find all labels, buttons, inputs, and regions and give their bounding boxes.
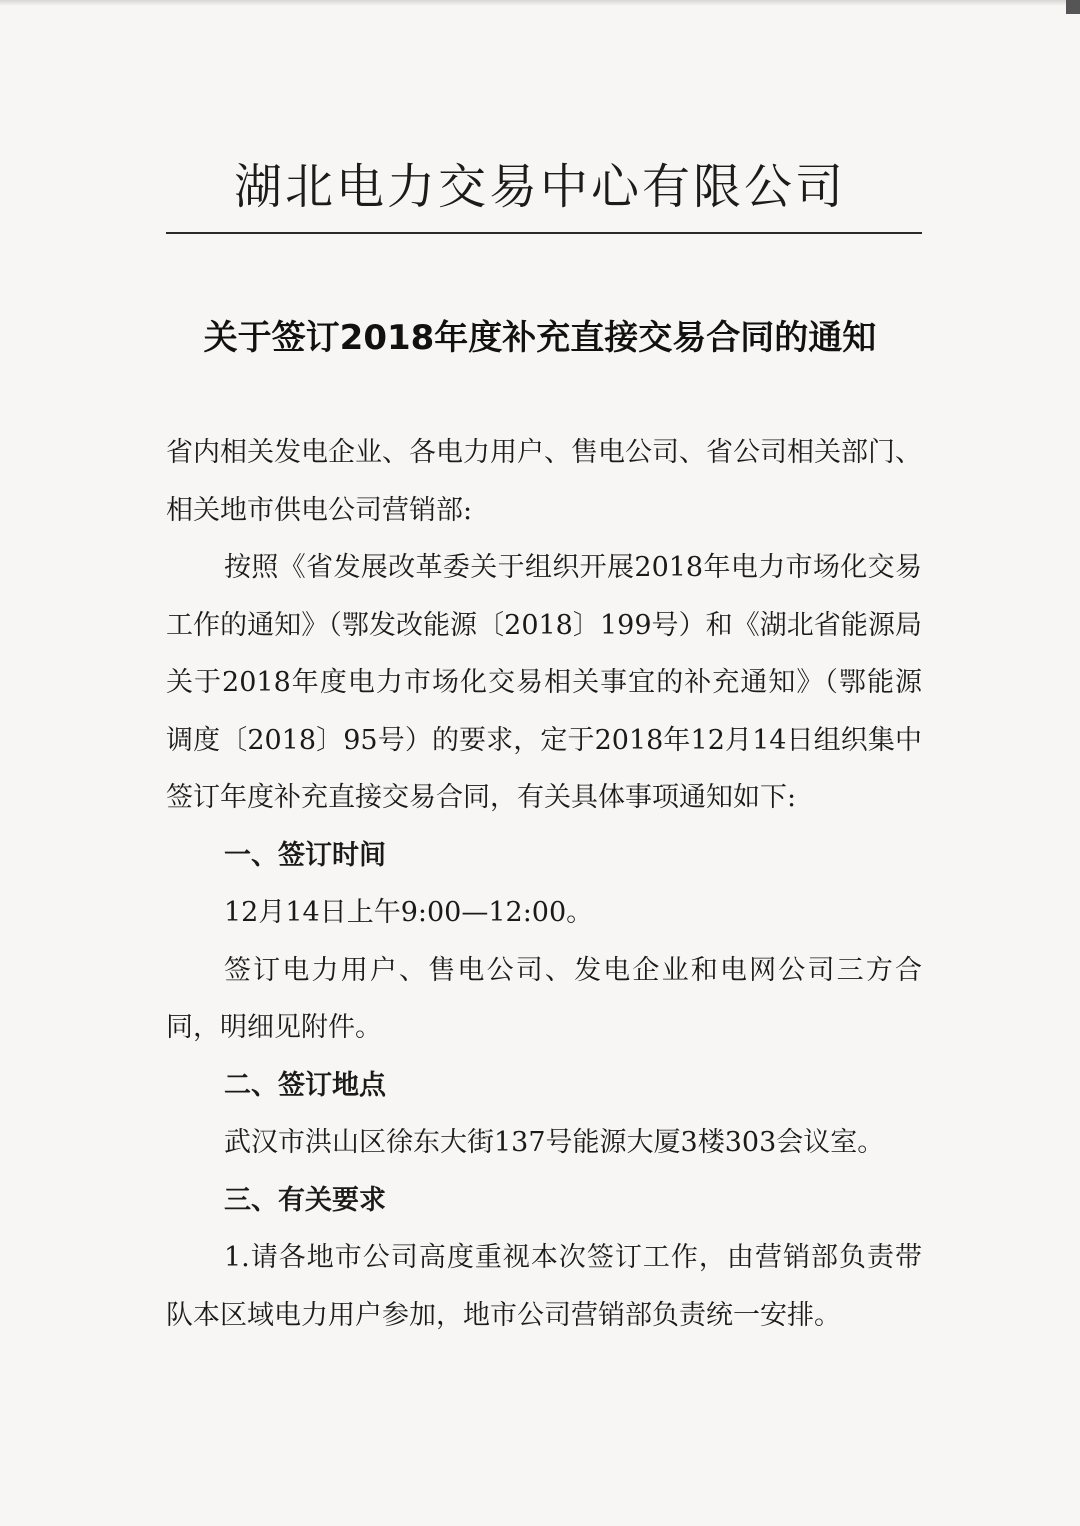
corner-mark <box>1066 0 1080 14</box>
section-heading-requirements: 三、有关要求 <box>224 1184 386 1216</box>
section-heading-place: 二、签订地点 <box>224 1069 386 1101</box>
page-top-edge <box>0 0 1080 6</box>
place-line-1: 武汉市洪山区徐东大街137号能源大厦3楼303会议室。 <box>224 1127 885 1158</box>
intro-paragraph: 按照《省发展改革委关于组织开展2018年电力市场化交易工作的通知》（鄂发改能源〔2018〕199号）和《湖北省能源局关于2018年度电力市场化交易相关事宜的补充通知》（鄂能源调度〔2018〕95号）的要求，定于2018年12月14日组织集中签订年度补充直接交易合同，有关具体事项通知如下: <box>166 552 922 813</box>
time-line-2: 签订电力用户、售电公司、发电企业和电网公司三方合同，明细见附件。 <box>166 954 922 1043</box>
time-line-1: 12月14日上午9:00—12:00。 <box>224 897 594 928</box>
requirement-line-1: 1.请各地市公司高度重视本次签订工作，由营销部负责带队本区域电力用户参加，地市公司营销部负责统一安排。 <box>166 1242 922 1331</box>
section-heading-time: 一、签订时间 <box>224 839 386 871</box>
document-body <box>166 424 922 1344</box>
salutation: 省内相关发电企业、各电力用户、售电公司、省公司相关部门、相关地市供电公司营销部: <box>166 437 922 526</box>
letterhead-rule <box>166 232 922 234</box>
letterhead: 湖北电力交易中心有限公司 <box>233 159 846 215</box>
document-title: 关于签订2018年度补充直接交易合同的通知 <box>203 318 877 358</box>
